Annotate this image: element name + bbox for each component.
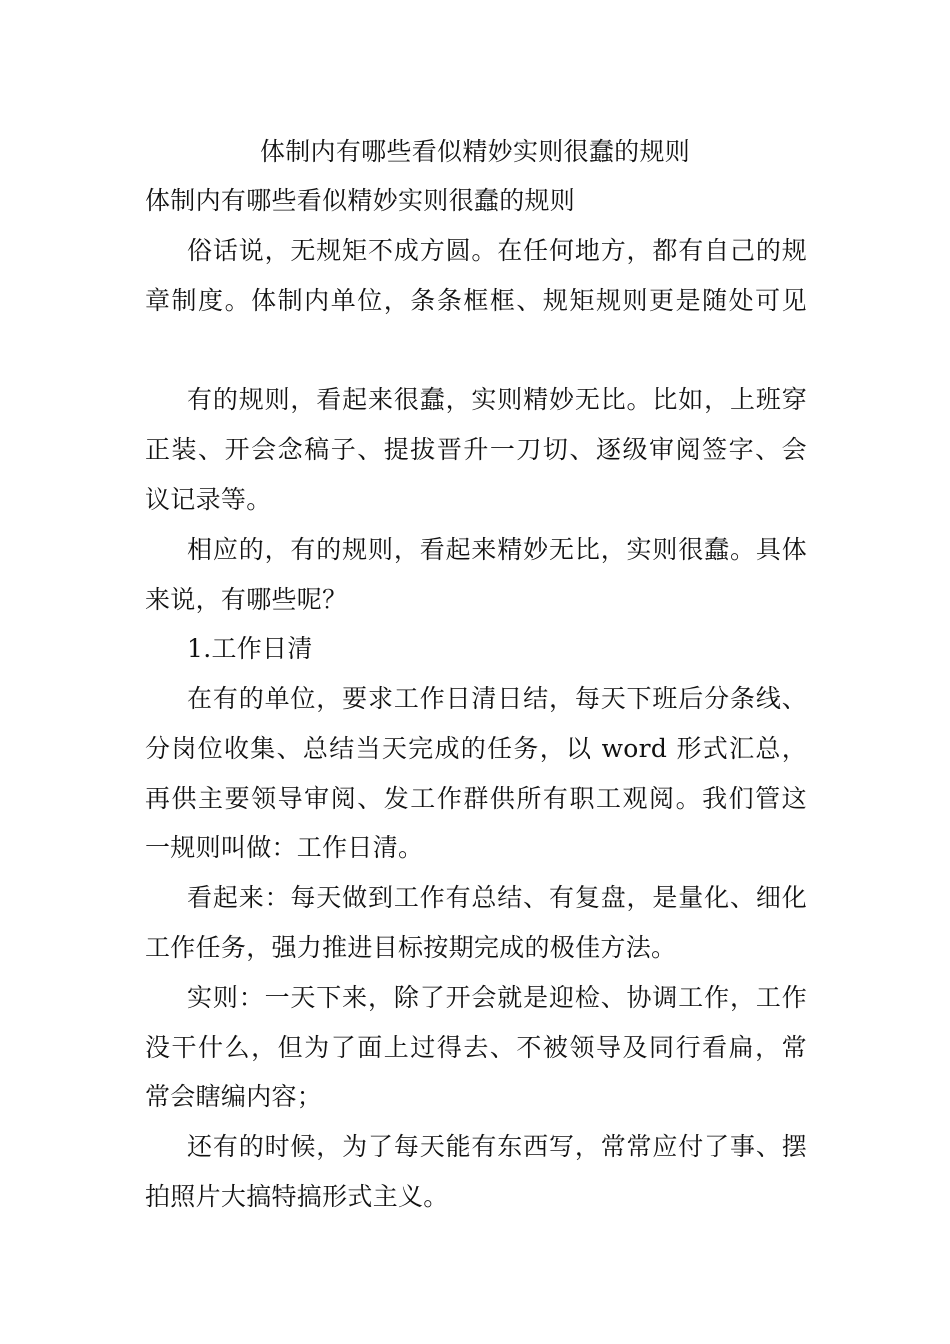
paragraph-line: 没干什么，但为了面上过得去、不被领导及同行看扁，常 xyxy=(145,1033,807,1062)
paragraph-line: 议记录等。 xyxy=(145,485,272,514)
section-heading: 1.工作日清 xyxy=(187,634,313,663)
paragraph-line: 常会瞎编内容； xyxy=(145,1082,323,1111)
paragraph-line: 俗话说，无规矩不成方圆。在任何地方，都有自己的规 xyxy=(187,236,807,265)
paragraph-line: 看起来：每天做到工作有总结、有复盘，是量化、细化 xyxy=(187,883,807,912)
paragraph-line: 正装、开会念稿子、提拔晋升一刀切、逐级审阅签字、会 xyxy=(145,435,807,464)
paragraph-line: 实则：一天下来，除了开会就是迎检、协调工作，工作 xyxy=(187,983,807,1012)
document-title: 体制内有哪些看似精妙实则很蠢的规则 xyxy=(259,137,691,166)
paragraph-line: 来说，有哪些呢？ xyxy=(145,585,348,614)
paragraph-line: 还有的时候，为了每天能有东西写，常常应付了事、摆 xyxy=(187,1132,807,1161)
paragraph-line: 在有的单位，要求工作日清日结，每天下班后分条线、 xyxy=(187,684,807,713)
paragraph-line: 分岗位收集、总结当天完成的任务，以 word 形式汇总， xyxy=(145,734,807,763)
paragraph-line: 相应的，有的规则，看起来精妙无比，实则很蠢。具体 xyxy=(187,535,807,564)
paragraph-line: 章制度。体制内单位，条条框框、规矩规则更是随处可见 xyxy=(145,286,807,315)
paragraph-line: 拍照片大搞特搞形式主义。 xyxy=(145,1182,449,1211)
document-subtitle: 体制内有哪些看似精妙实则很蠢的规则 xyxy=(145,186,576,215)
paragraph-line: 有的规则，看起来很蠢，实则精妙无比。比如，上班穿 xyxy=(187,385,807,414)
paragraph-line: 再供主要领导审阅、发工作群供所有职工观阅。我们管这 xyxy=(145,784,807,813)
paragraph-line: 一规则叫做：工作日清。 xyxy=(145,833,424,862)
paragraph-line: 工作任务，强力推进目标按期完成的极佳方法。 xyxy=(145,933,677,962)
